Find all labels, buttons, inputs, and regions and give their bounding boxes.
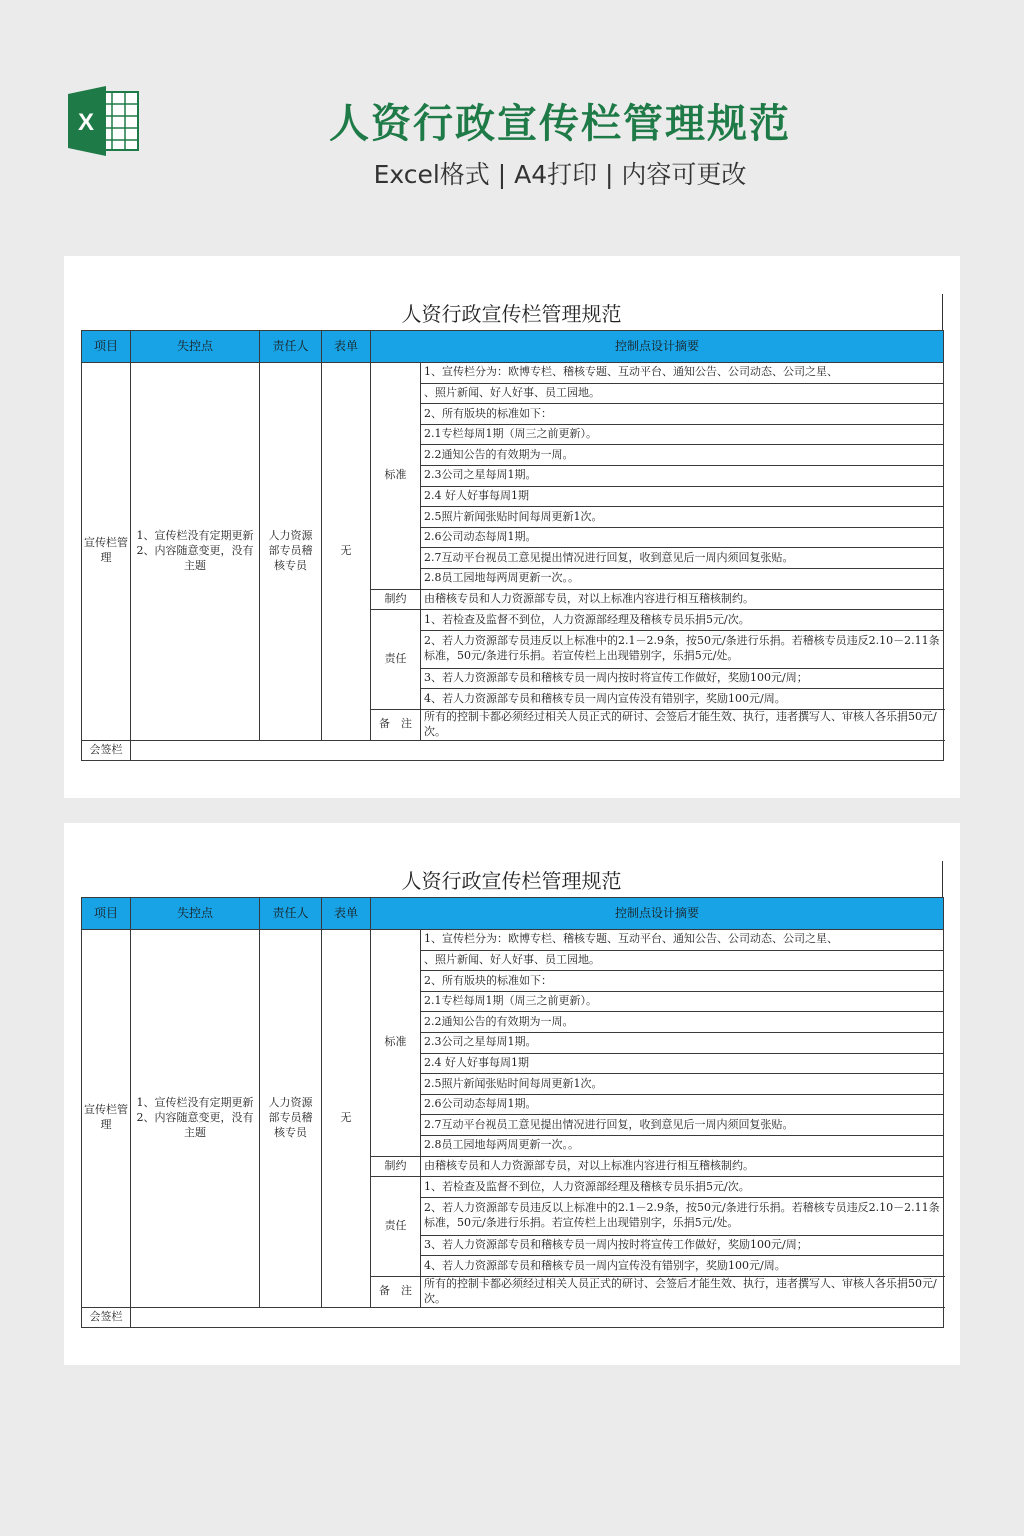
standard-row: 2.5照片新闻张贴时间每周更新1次。 <box>421 507 944 528</box>
sign-label: 会签栏 <box>82 740 131 761</box>
col-header-item: 项目 <box>82 898 131 930</box>
sheet <box>81 294 943 761</box>
col-header-item: 项目 <box>82 331 131 363</box>
section-responsibility: 责任 <box>371 1177 421 1277</box>
control-table <box>81 897 944 1328</box>
sheet <box>81 861 943 1328</box>
standard-row: 、照片新闻、好人好事、员工园地。 <box>421 950 944 971</box>
responsibility-row: 4、若人力资源部专员和稽核专员一周内宣传没有错别字，奖励100元/周。 <box>421 1256 944 1277</box>
note-text: 所有的控制卡都必须经过相关人员正式的研讨、会签后才能生效、执行，违者撰写人、审核人各乐捐50元/次。 <box>421 709 944 740</box>
standard-row: 2.6公司动态每周1期。 <box>421 527 944 548</box>
standard-row: 2、所有版块的标准如下： <box>421 404 944 425</box>
page-subtitle: Excel格式 | A4打印 | 内容可更改 <box>373 160 747 189</box>
responsibility-row: 1、若检查及监督不到位，人力资源部经理及稽核专员乐捐5元/次。 <box>421 1177 944 1198</box>
standard-row: 2、所有版块的标准如下： <box>421 971 944 992</box>
standard-row: 2.3公司之星每周1期。 <box>421 1032 944 1053</box>
standard-row: 1、宣传栏分为：欧博专栏、稽核专题、互动平台、通知公告、公司动态、公司之星、 <box>421 363 944 384</box>
item-cell: 宣传栏管理 <box>82 930 131 1308</box>
standard-row: 2.8员工园地每两周更新一次。。 <box>421 568 944 589</box>
owner-cell: 人力资源部专员稽核专员 <box>260 363 322 741</box>
section-standard: 标准 <box>371 363 421 590</box>
section-constraint: 制约 <box>371 1156 421 1177</box>
standard-row: 2.7互动平台视员工意见提出情况进行回复，收到意见后一周内须回复张贴。 <box>421 1115 944 1136</box>
standard-row: 1、宣传栏分为：欧博专栏、稽核专题、互动平台、通知公告、公司动态、公司之星、 <box>421 930 944 951</box>
col-header-form: 表单 <box>322 331 371 363</box>
table-row <box>82 363 944 384</box>
standard-row: 2.1专栏每周1期（周三之前更新）。 <box>421 424 944 445</box>
sign-cell <box>131 1307 944 1328</box>
responsibility-row: 2、若人力资源部专员违反以上标准中的2.1－2.9条，按50元/条进行乐捐。若稽核专员违反2.10－2.11条标准，50元/条进行乐捐。若宣传栏上出现错别字，乐捐5元/处。 <box>421 1197 944 1235</box>
sign-row <box>82 1307 944 1328</box>
constraint-row: 由稽核专员和人力资源部专员，对以上标准内容进行相互稽核制约。 <box>421 589 944 610</box>
standard-row: 、照片新闻、好人好事、员工园地。 <box>421 383 944 404</box>
note-label: 备 注 <box>371 709 421 740</box>
page-header <box>0 0 1024 220</box>
svg-text:X: X <box>77 109 95 136</box>
standard-row: 2.8员工园地每两周更新一次。。 <box>421 1135 944 1156</box>
sign-label: 会签栏 <box>82 1307 131 1328</box>
col-header-owner: 责任人 <box>260 331 322 363</box>
responsibility-row: 1、若检查及监督不到位，人力资源部经理及稽核专员乐捐5元/次。 <box>421 610 944 631</box>
col-header-form: 表单 <box>322 898 371 930</box>
sign-row <box>82 740 944 761</box>
table-row <box>82 930 944 951</box>
responsibility-row: 2、若人力资源部专员违反以上标准中的2.1－2.9条，按50元/条进行乐捐。若稽核专员违反2.10－2.11条标准，50元/条进行乐捐。若宣传栏上出现错别字，乐捐5元/处。 <box>421 630 944 668</box>
note-label: 备 注 <box>371 1276 421 1307</box>
section-responsibility: 责任 <box>371 610 421 710</box>
constraint-row: 由稽核专员和人力资源部专员，对以上标准内容进行相互稽核制约。 <box>421 1156 944 1177</box>
responsibility-row: 3、若人力资源部专员和稽核专员一周内按时将宣传工作做好，奖励100元/周； <box>421 1235 944 1256</box>
standard-row: 2.3公司之星每周1期。 <box>421 465 944 486</box>
col-header-risk: 失控点 <box>131 331 260 363</box>
risk-point-cell: 1、宣传栏没有定期更新 2、内容随意变更，没有主题 <box>131 930 260 1308</box>
sheet-preview-2 <box>64 823 960 1365</box>
form-cell: 无 <box>322 930 371 1308</box>
sign-cell <box>131 740 944 761</box>
col-header-owner: 责任人 <box>260 898 322 930</box>
standard-row: 2.7互动平台视员工意见提出情况进行回复，收到意见后一周内须回复张贴。 <box>421 548 944 569</box>
owner-cell: 人力资源部专员稽核专员 <box>260 930 322 1308</box>
page-title: 人资行政宣传栏管理规范 <box>329 101 791 147</box>
form-cell: 无 <box>322 363 371 741</box>
responsibility-row: 4、若人力资源部专员和稽核专员一周内宣传没有错别字，奖励100元/周。 <box>421 689 944 710</box>
sheet-title: 人资行政宣传栏管理规范 <box>81 861 943 897</box>
responsibility-row: 3、若人力资源部专员和稽核专员一周内按时将宣传工作做好，奖励100元/周； <box>421 668 944 689</box>
table-header-row <box>82 898 944 930</box>
standard-row: 2.4 好人好事每周1期 <box>421 1053 944 1074</box>
sheet-preview-1 <box>64 256 960 798</box>
col-header-risk: 失控点 <box>131 898 260 930</box>
standard-row: 2.5照片新闻张贴时间每周更新1次。 <box>421 1074 944 1095</box>
standard-row: 2.2通知公告的有效期为一周。 <box>421 1012 944 1033</box>
section-constraint: 制约 <box>371 589 421 610</box>
section-standard: 标准 <box>371 930 421 1157</box>
note-text: 所有的控制卡都必须经过相关人员正式的研讨、会签后才能生效、执行，违者撰写人、审核人各乐捐50元/次。 <box>421 1276 944 1307</box>
standard-row: 2.4 好人好事每周1期 <box>421 486 944 507</box>
item-cell: 宣传栏管理 <box>82 363 131 741</box>
risk-point-cell: 1、宣传栏没有定期更新 2、内容随意变更，没有主题 <box>131 363 260 741</box>
standard-row: 2.1专栏每周1期（周三之前更新）。 <box>421 991 944 1012</box>
standard-row: 2.6公司动态每周1期。 <box>421 1094 944 1115</box>
sheet-title: 人资行政宣传栏管理规范 <box>81 294 943 330</box>
col-header-summary: 控制点设计摘要 <box>371 331 944 363</box>
standard-row: 2.2通知公告的有效期为一周。 <box>421 445 944 466</box>
col-header-summary: 控制点设计摘要 <box>371 898 944 930</box>
control-table <box>81 330 944 761</box>
excel-icon <box>66 86 142 156</box>
table-header-row <box>82 331 944 363</box>
